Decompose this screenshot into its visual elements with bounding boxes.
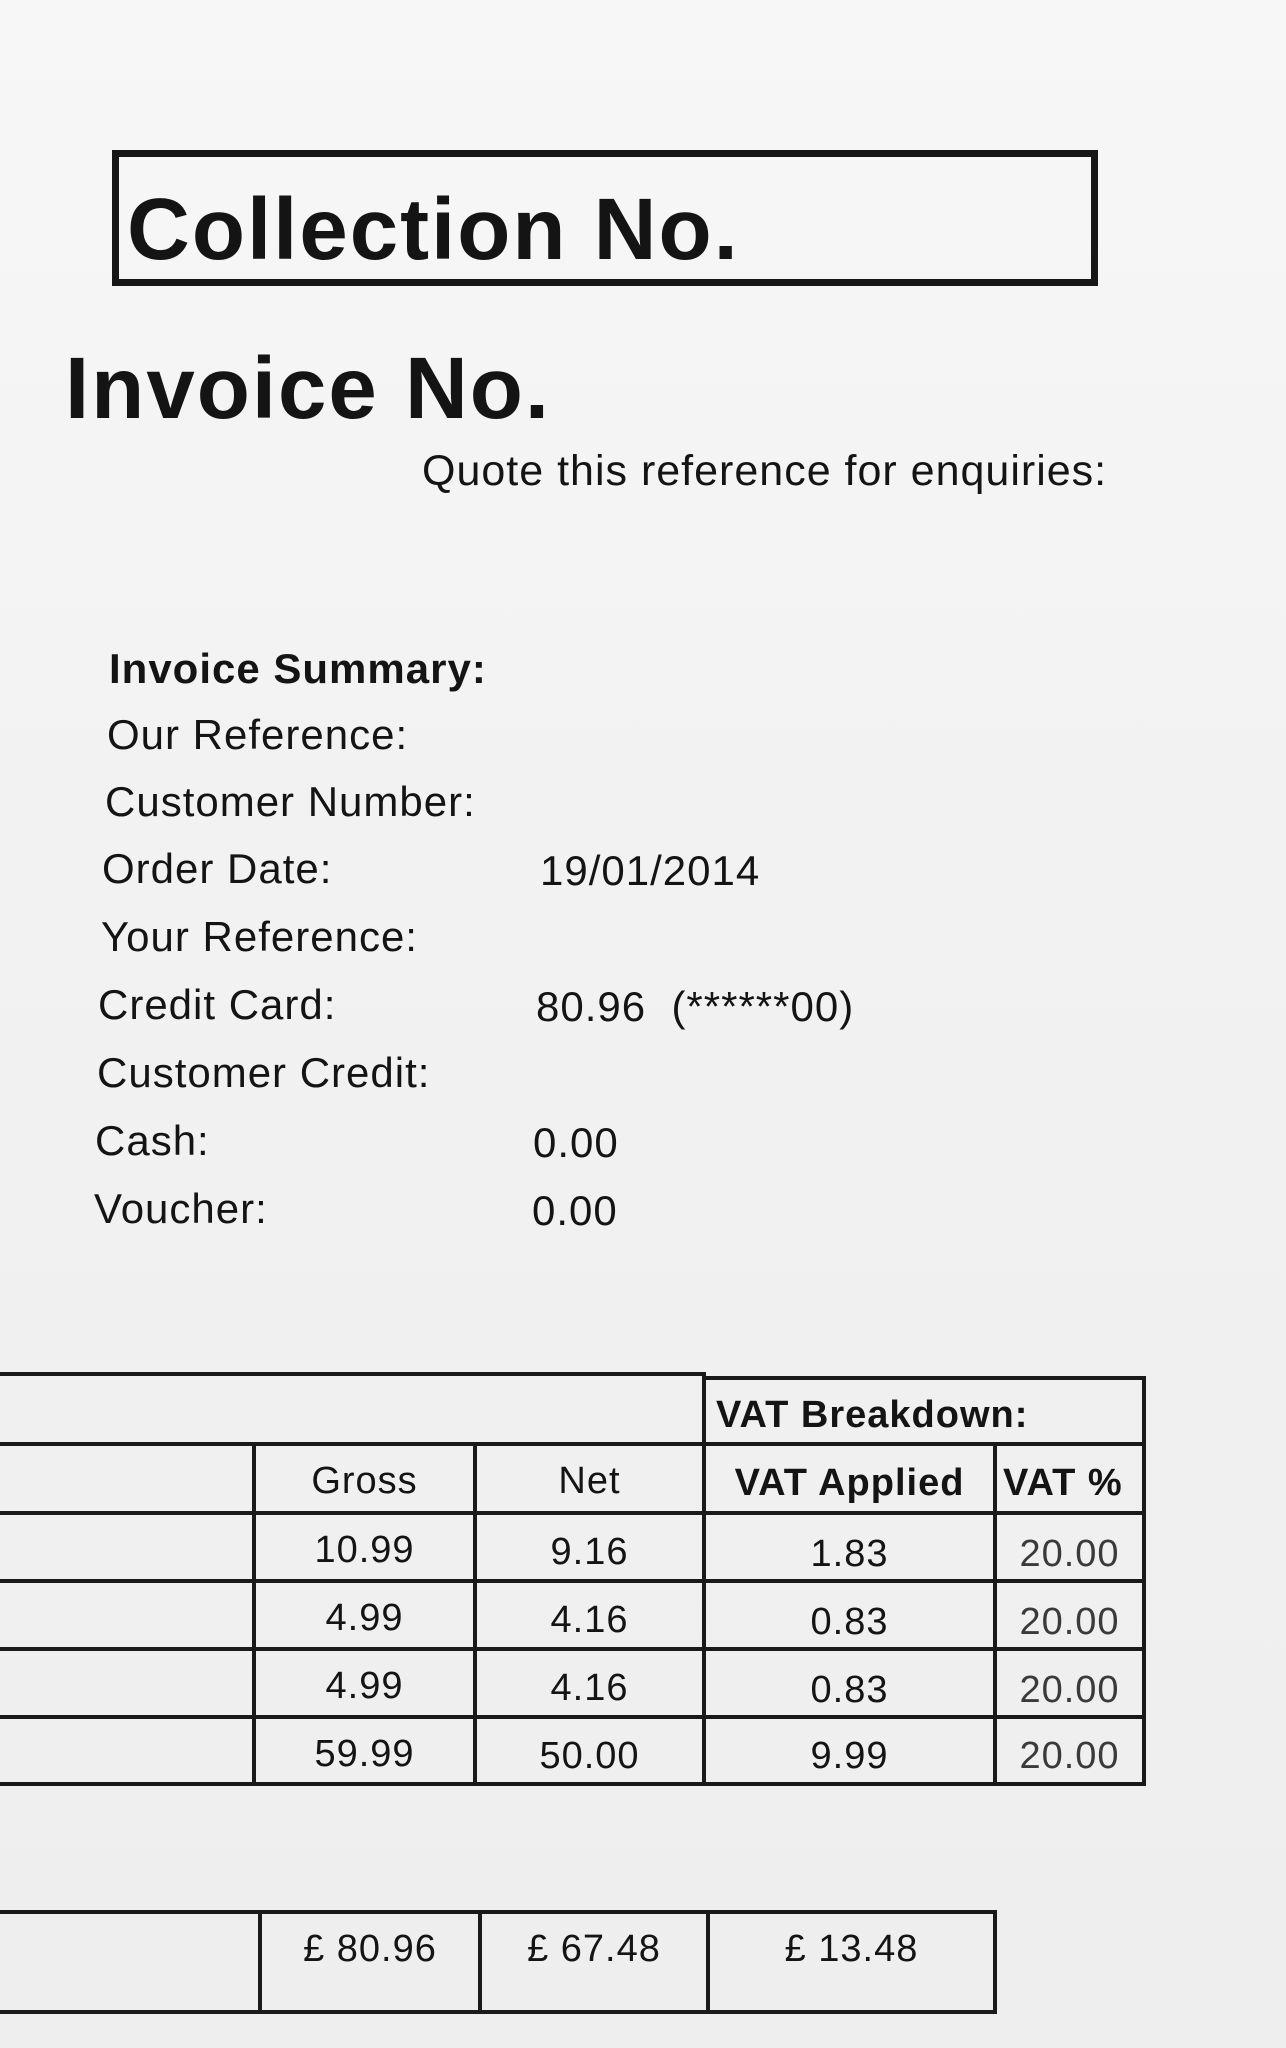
table-line (702, 1376, 1146, 1380)
customer-credit-label: Customer Credit: (97, 1049, 431, 1096)
cash-label: Cash: (95, 1117, 210, 1164)
total-net: £ 67.48 (527, 1928, 661, 1970)
table-line (1142, 1376, 1146, 1786)
credit-card-label: Credit Card: (98, 981, 337, 1028)
table-line (0, 1647, 1146, 1651)
cell-vat-applied: 9.99 (810, 1735, 889, 1777)
table-line (0, 1782, 1146, 1786)
cell-vat-percent: 20.00 (1019, 1533, 1120, 1575)
collection-number-label: Collection No. (127, 181, 740, 278)
cell-vat-percent: 20.00 (1019, 1601, 1120, 1643)
table-line (993, 1910, 997, 2014)
cell-gross: 10.99 (314, 1529, 415, 1571)
invoice-summary-heading: Invoice Summary: (109, 645, 487, 692)
your-reference-label: Your Reference: (101, 913, 418, 960)
table-line (0, 1910, 997, 1914)
column-header-vat-applied: VAT Applied (734, 1462, 965, 1504)
our-reference-label: Our Reference: (107, 711, 409, 758)
customer-number-label: Customer Number: (105, 778, 476, 825)
table-line (0, 2010, 997, 2014)
table-line (0, 1715, 1146, 1719)
order-date-value: 19/01/2014 (540, 847, 761, 894)
credit-card-value: 80.96 (******00) (536, 983, 855, 1030)
table-line (0, 1579, 1146, 1583)
order-date-label: Order Date: (102, 845, 333, 892)
table-line (702, 1376, 706, 1786)
column-header-gross: Gross (311, 1460, 418, 1502)
total-gross: £ 80.96 (303, 1928, 437, 1970)
cell-vat-percent: 20.00 (1019, 1669, 1120, 1711)
invoice-number-label: Invoice No. (65, 340, 552, 437)
cell-gross: 4.99 (325, 1665, 404, 1707)
cell-vat-applied: 0.83 (810, 1601, 889, 1643)
cell-net: 50.00 (539, 1735, 640, 1777)
voucher-value: 0.00 (532, 1187, 618, 1234)
cell-gross: 4.99 (325, 1597, 404, 1639)
table-line (0, 1511, 1146, 1515)
table-line (0, 1442, 1146, 1446)
cell-net: 4.16 (550, 1667, 629, 1709)
vat-breakdown-heading: VAT Breakdown: (716, 1394, 1029, 1436)
cash-value: 0.00 (533, 1119, 619, 1166)
cell-vat-applied: 0.83 (810, 1669, 889, 1711)
cell-net: 9.16 (550, 1531, 629, 1573)
table-line (0, 1372, 706, 1376)
column-header-net: Net (558, 1460, 621, 1502)
cell-vat-applied: 1.83 (810, 1533, 889, 1575)
cell-vat-percent: 20.00 (1019, 1735, 1120, 1777)
cell-gross: 59.99 (314, 1733, 415, 1775)
total-vat: £ 13.48 (784, 1928, 919, 1970)
voucher-label: Voucher: (94, 1185, 268, 1232)
quote-reference-text: Quote this reference for enquiries: (422, 447, 1108, 495)
column-header-vat-percent: VAT % (1003, 1464, 1123, 1502)
cell-net: 4.16 (550, 1599, 629, 1641)
